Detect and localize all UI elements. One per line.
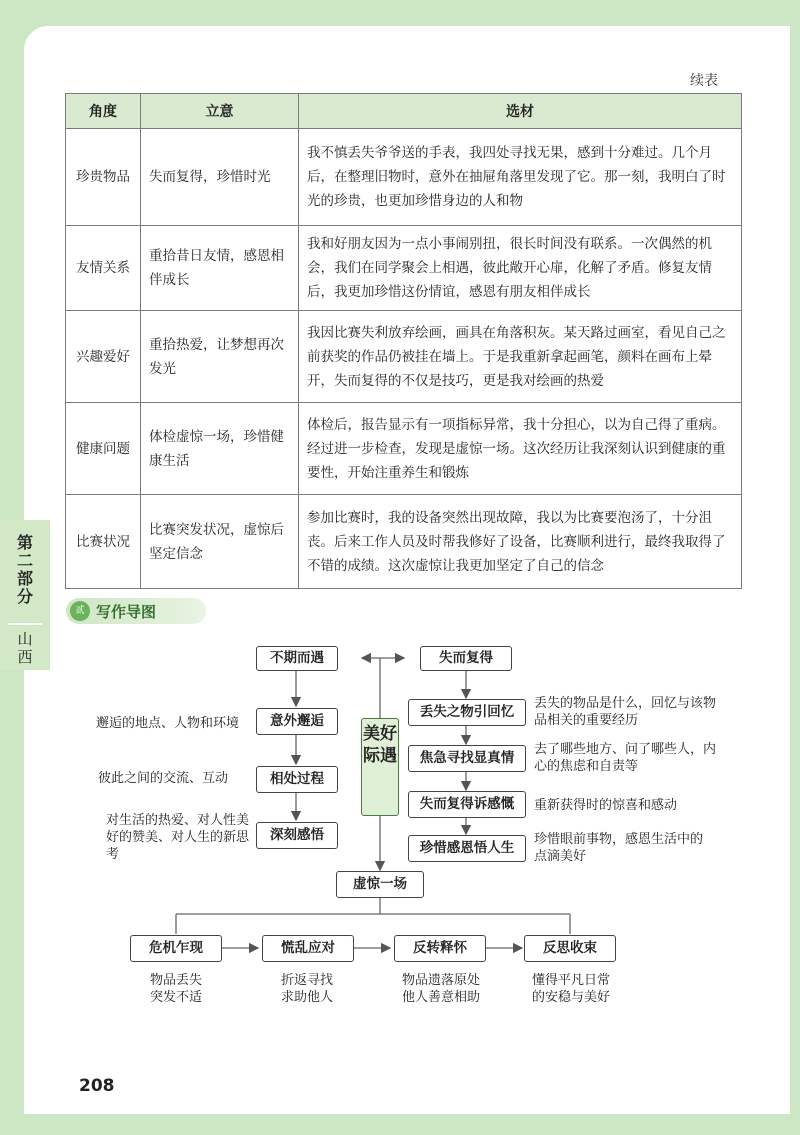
note-right-4: 珍惜眼前事物，感恩生活中的点滴美好 [534, 832, 704, 864]
continued-label: 续表 [690, 73, 718, 89]
note-right-3: 重新获得时的惊喜和感动 [534, 798, 678, 813]
node-right-1: 丢失之物引回忆 [408, 699, 526, 726]
header-idea: 立意 [141, 94, 299, 129]
cell-idea: 失而复得，珍惜时光 [141, 129, 299, 226]
note-bottom-2: 折返寻找求助他人 [280, 973, 333, 1005]
node-right-4: 珍惜感恩悟人生 [408, 835, 526, 862]
cell-angle: 健康问题 [66, 403, 141, 495]
node-left-top: 不期而遇 [256, 646, 338, 671]
cell-idea: 重拾昔日友情，感恩相伴成长 [141, 226, 299, 311]
header-material: 选材 [299, 94, 742, 129]
side-tab-part: 第二部分 [16, 533, 33, 606]
note-left-3: 对生活的热爱、对人性美好的赞美、对人生的新思考 [106, 813, 250, 862]
node-left-1: 意外邂逅 [256, 708, 338, 735]
cell-angle: 兴趣爱好 [66, 311, 141, 403]
node-right-top: 失而复得 [420, 646, 512, 671]
node-left-2: 相处过程 [256, 766, 338, 793]
cell-idea: 比赛突发状况，虚惊后坚定信念 [141, 495, 299, 589]
node-bottom-top: 虚惊一场 [336, 871, 424, 898]
cell-angle: 友情关系 [66, 226, 141, 311]
cell-idea: 体检虚惊一场，珍惜健康生活 [141, 403, 299, 495]
mindmap-center-node: 美好际遇 [361, 718, 399, 816]
cell-material: 我不慎丢失爷爷送的手表，我四处寻找无果，感到十分难过。几个月后，在整理旧物时，意外在抽屉角落里发现了它。那一刻，我明白了时光的珍贵，也更加珍惜身边的人和物 [299, 129, 742, 226]
note-right-2: 去了哪些地方、问了哪些人，内心的焦虑和自责等 [534, 742, 717, 774]
section-badge-icon: 贰 [70, 601, 90, 621]
node-bottom-1: 危机乍现 [130, 935, 222, 962]
cell-angle: 比赛状况 [66, 495, 141, 589]
cell-angle: 珍贵物品 [66, 129, 141, 226]
node-left-3: 深刻感悟 [256, 822, 338, 849]
node-bottom-3: 反转释怀 [394, 935, 486, 962]
node-bottom-2: 慌乱应对 [262, 935, 354, 962]
note-bottom-1: 物品丢失突发不适 [149, 973, 202, 1005]
section-title: 写作导图 [96, 603, 157, 621]
cell-material: 我因比赛失利放弃绘画，画具在角落积灰。某天路过画室，看见自己之前获奖的作品仍被挂在墙上。于是我重新拿起画笔，颜料在画布上晕开，失而复得的不仅是技巧，更是我对绘画的热爱 [299, 311, 742, 403]
note-left-2: 彼此之间的交流、互动 [98, 771, 229, 786]
cell-material: 我和好朋友因为一点小事闹别扭，很长时间没有联系。一次偶然的机会，我们在同学聚会上相遇，彼此敞开心扉，化解了矛盾。修复友情后，我更加珍惜这份情谊，感恩有朋友相伴成长 [299, 226, 742, 311]
cell-material: 体检后，报告显示有一项指标异常，我十分担心，以为自己得了重病。经过进一步检查，发现是虚惊一场。这次经历让我深刻认识到健康的重要性，开始注重养生和锻炼 [299, 403, 742, 495]
note-left-1: 邂逅的地点、人物和环境 [96, 716, 240, 731]
header-angle: 角度 [66, 94, 141, 129]
note-right-1: 丢失的物品是什么，回忆与该物品相关的重要经历 [534, 696, 717, 728]
side-tab-region: 山西 [17, 630, 33, 666]
node-right-2: 焦急寻找显真情 [408, 745, 526, 772]
note-bottom-3: 物品遗落原处他人善意相助 [401, 973, 480, 1005]
page-number: 208 [79, 1076, 115, 1096]
cell-idea: 重拾热爱，让梦想再次发光 [141, 311, 299, 403]
cell-material: 参加比赛时，我的设备突然出现故障，我以为比赛要泡汤了，十分沮丧。后来工作人员及时帮我修好了设备，比赛顺利进行，最终我取得了不错的成绩。这次虚惊让我更加坚定了自己的信念 [299, 495, 742, 589]
node-bottom-4: 反思收束 [524, 935, 616, 962]
node-right-3: 失而复得诉感慨 [408, 791, 526, 818]
note-bottom-4: 懂得平凡日常的安稳与美好 [531, 973, 610, 1005]
